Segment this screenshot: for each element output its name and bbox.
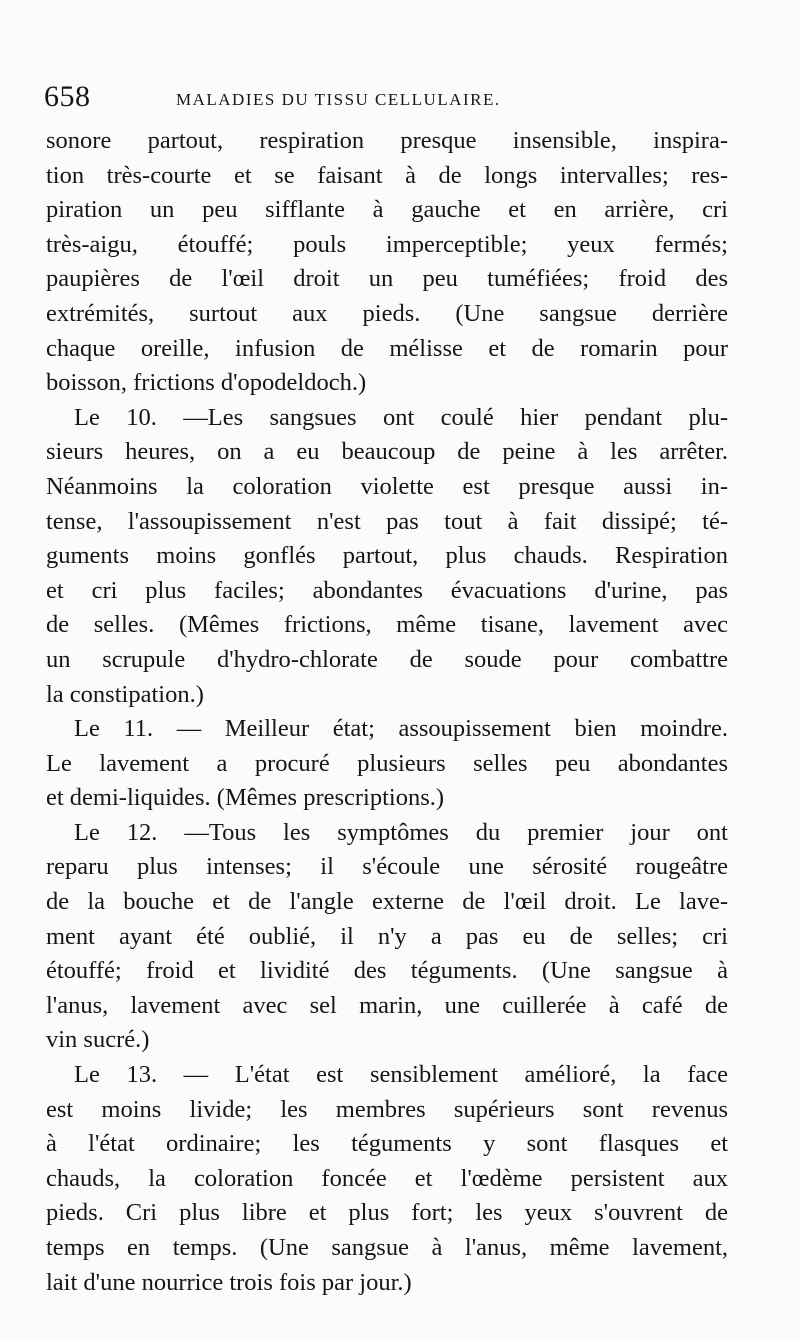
- text-line: l'anus, lavement avec sel marin, une cuillerée à café de: [46, 991, 728, 1019]
- text-line: extrémités, surtout aux pieds. (Une sangsue derrière: [46, 299, 728, 327]
- page-number: 658: [44, 80, 91, 113]
- page-header: [44, 80, 744, 120]
- text-line: vin sucré.): [46, 1026, 150, 1054]
- text-line: très-aigu, étouffé; pouls imperceptible; yeux fermés;: [46, 230, 728, 258]
- text-line: temps en temps. (Une sangsue à l'anus, même lavement,: [46, 1234, 728, 1261]
- text-line: tion très-courte et se faisant à de longs intervalles; res-: [46, 161, 728, 189]
- text-line: la constipation.): [46, 680, 204, 708]
- text-line: tense, l'assoupissement n'est pas tout à fait dissipé; té-: [46, 507, 728, 535]
- text-line: reparu plus intenses; il s'écoule une sérosité rougeâtre: [46, 853, 728, 881]
- text-line: est moins livide; les membres supérieurs sont revenus: [46, 1095, 728, 1123]
- text-line: chauds, la coloration foncée et l'œdème persistent aux: [46, 1164, 728, 1192]
- text-line: de la bouche et de l'angle externe de l'œil droit. Le lave-: [46, 888, 728, 916]
- text-line: guments moins gonflés partout, plus chauds. Respiration: [46, 542, 728, 570]
- text-line: Le 12. —Tous les symptômes du premier jour ont: [74, 818, 728, 846]
- text-line: à l'état ordinaire; les téguments y sont flasques et: [46, 1130, 728, 1158]
- text-line: étouffé; froid et lividité des téguments. (Une sangsue à: [46, 957, 728, 985]
- body-text: [46, 124, 728, 1300]
- text-line: Le 11. — Meilleur état; assoupissement bien moindre.: [74, 715, 728, 743]
- text-line: Le 10. —Les sangsues ont coulé hier pendant plu-: [74, 403, 728, 431]
- text-line: pieds. Cri plus libre et plus fort; les yeux s'ouvrent de: [46, 1199, 728, 1227]
- text-line: ment ayant été oublié, il n'y a pas eu de selles; cri: [46, 922, 728, 950]
- text-line: chaque oreille, infusion de mélisse et de romarin pour: [46, 334, 728, 362]
- text-line: sieurs heures, on a eu beaucoup de peine à les arrêter.: [46, 438, 728, 466]
- text-line: et demi-liquides. (Mêmes prescriptions.): [46, 784, 445, 812]
- text-line: boisson, frictions d'opodeldoch.): [46, 369, 367, 397]
- text-line: de selles. (Mêmes frictions, même tisane, lavement avec: [46, 611, 728, 639]
- text-line: un scrupule d'hydro-chlorate de soude pour combattre: [46, 645, 728, 673]
- text-line: Le 13. — L'état est sensiblement amélioré, la face: [74, 1061, 728, 1089]
- text-line: Le lavement a procuré plusieurs selles peu abondantes: [46, 749, 728, 777]
- text-line: paupières de l'œil droit un peu tuméfiées; froid des: [46, 265, 728, 293]
- text-line: sonore partout, respiration presque insensible, inspira-: [46, 127, 728, 154]
- running-title: MALADIES DU TISSU CELLULAIRE.: [176, 90, 501, 109]
- text-line: piration un peu sifflante à gauche et en arrière, cri: [46, 196, 728, 224]
- text-line: lait d'une nourrice trois fois par jour.): [46, 1268, 412, 1296]
- text-line: Néanmoins la coloration violette est presque aussi in-: [46, 472, 728, 500]
- text-line: et cri plus faciles; abondantes évacuations d'urine, pas: [46, 576, 728, 604]
